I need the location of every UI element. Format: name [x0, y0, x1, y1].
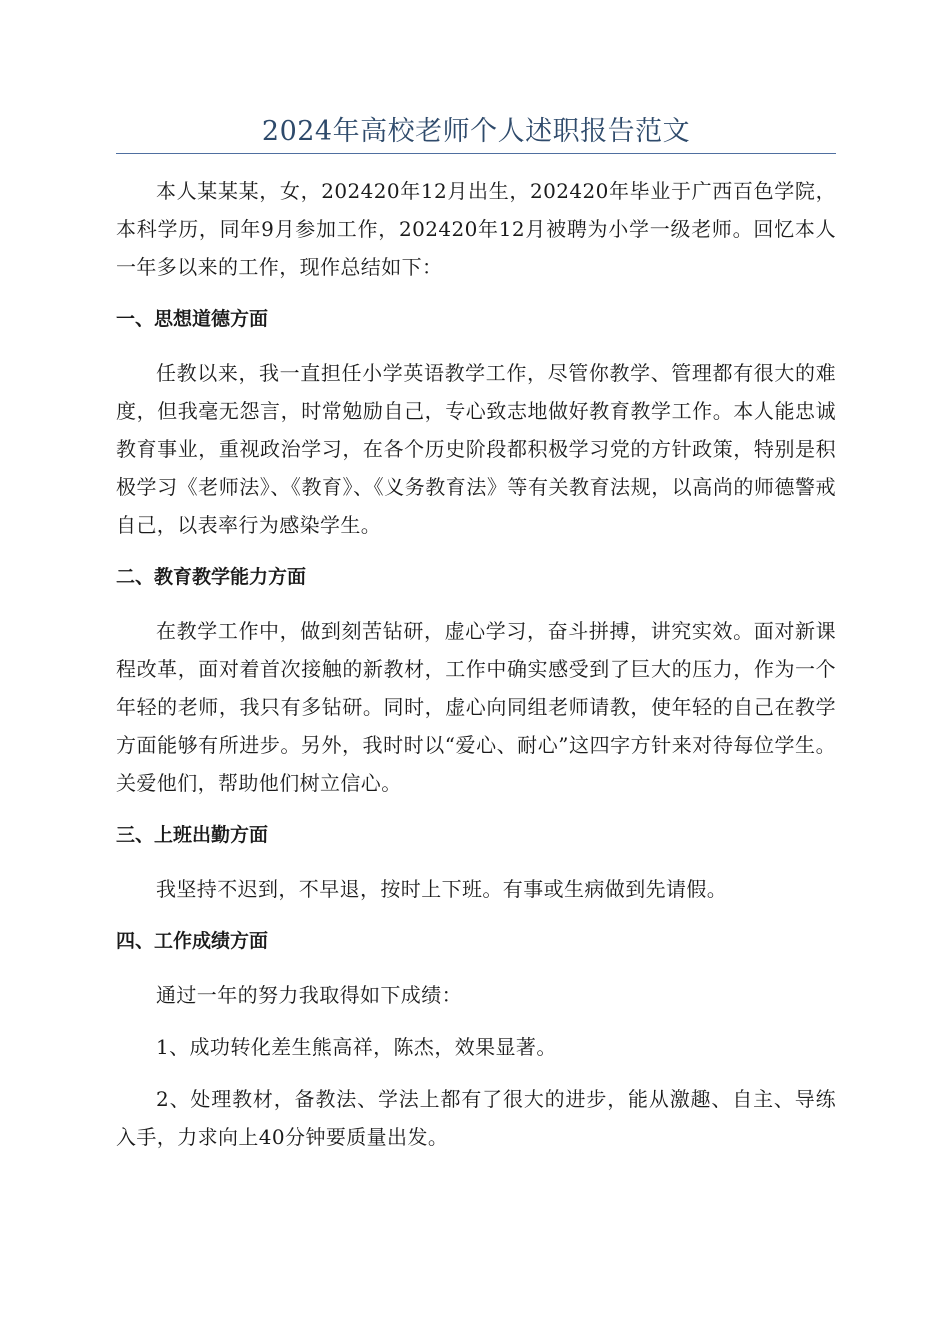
section-paragraph: 通过一年的努力我取得如下成绩： — [156, 983, 462, 1007]
title-underline — [116, 153, 836, 154]
section-heading-ideology: 一、思想道德方面 — [116, 308, 269, 330]
section-heading-achievements: 四、工作成绩方面 — [116, 930, 269, 952]
section-paragraph: 我坚持不迟到，不早退，按时上下班。有事或生病做到先请假。 — [156, 877, 728, 901]
section-paragraph: 在教学工作中，做到刻苦钻研，虚心学习，奋斗拼搏，讲究实效。面对新课程改革，面对着首次接触的新教材，工作中确实感受到了巨大的压力，作为一个年轻的老师，我只有多钻研。同时，虚心向同组老师请教，使年轻的自己在教学方面能够有所进步。另外，我时时以“爱心、耐心”这四字方针来对待每位学生。关爱他们，帮助他们树立信心。 — [116, 619, 836, 795]
section-heading-teaching: 二、教育教学能力方面 — [116, 566, 307, 588]
document-body — [116, 172, 836, 1170]
list-item: 2、处理教材，备教法、学法上都有了很大的进步，能从激趣、自主、导练入手，力求向上40分钟要质量出发。 — [116, 1087, 836, 1149]
list-item: 1、成功转化差生熊高祥，陈杰，效果显著。 — [156, 1035, 557, 1059]
intro-paragraph: 本人某某某，女，202420年12月出生，202420年毕业于广西百色学院，本科学历，同年9月参加工作，202420年12月被聘为小学一级老师。回忆本人一年多以来的工作，现作总结如下： — [116, 179, 836, 279]
section-heading-attendance: 三、上班出勤方面 — [116, 824, 269, 846]
document-title: 2024年高校老师个人述职报告范文 — [261, 116, 691, 147]
section-paragraph: 任教以来，我一直担任小学英语教学工作，尽管你教学、管理都有很大的难度，但我毫无怨言，时常勉励自己，专心致志地做好教育教学工作。本人能忠诚教育事业，重视政治学习，在各个历史阶段都积极学习党的方针政策，特别是积极学习《老师法》、《教育》、《义务教育法》等有关教育法规，以高尚的师德警戒自己，以表率行为感染学生。 — [116, 361, 836, 537]
